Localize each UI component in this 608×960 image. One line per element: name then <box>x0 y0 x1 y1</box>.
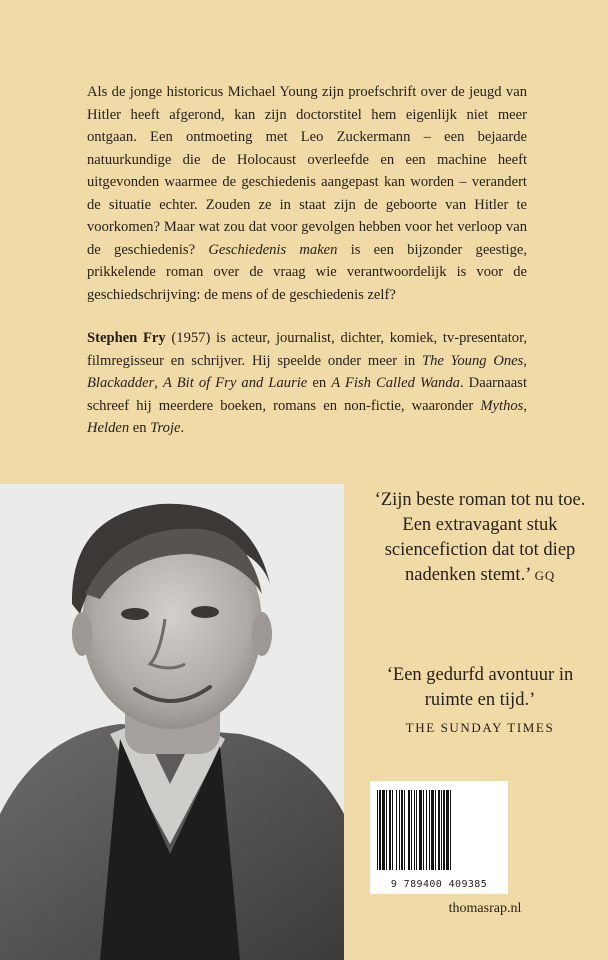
quote-text: ‘Zijn beste roman tot nu toe. Een extravagant stuk sciencefiction dat tot diep nadenken stemt.’ <box>374 490 586 585</box>
synopsis-paragraph: Als de jonge historicus Michael Young zijn proefschrift over de jeugd van Hitler heeft afgerond, kan zijn doctorstitel hem eigenlijk niet meer ontgaan. Een ontmoeting met Leo Zuckermann – een bejaarde natuurkundige die de Holocaust overleefde en een machine heeft uitgevonden waarmee de geschiedenis aangepast kan worden – verandert de situatie echter. Zouden ze in staat zijn de geboorte van Hitler te voorkomen? Maar wat zou dat voor gevolgen hebben voor het verloop van de geschiedenis? Geschiedenis maken is een bijzonder geestige, prikkelende roman over de vraag wie verantwoordelijk is voor de geschiedschrijving: de mens of de geschiedenis zelf? <box>87 84 527 303</box>
publisher-website: thomasrap.nl <box>448 901 522 916</box>
author-photo <box>0 484 344 960</box>
isbn-number: 9 789400 409385 <box>390 879 488 890</box>
blurb-text <box>87 81 527 440</box>
review-quote-gq <box>365 488 595 588</box>
quote-source: THE SUNDAY TIMES <box>405 720 555 735</box>
quote-text: ‘Een gedurfd avontuur in ruimte en tijd.’ <box>386 665 574 710</box>
quote-source: GQ <box>534 568 556 583</box>
author-bio-paragraph: Stephen Fry (1957) is acteur, journalist, dichter, komiek, tv-presentator, filmregisseur en schrijver. Hij speelde onder meer in The Young Ones, Blackadder, A Bit of Fry and Laurie en A Fish Called Wanda. Daarnaast schreef hij meerdere boeken, romans en non-fictie, waaronder Mythos, Helden en Troje. <box>87 330 528 436</box>
review-quote-sunday-times <box>365 663 595 740</box>
isbn-barcode <box>370 781 508 894</box>
barcode-bars <box>376 790 502 870</box>
